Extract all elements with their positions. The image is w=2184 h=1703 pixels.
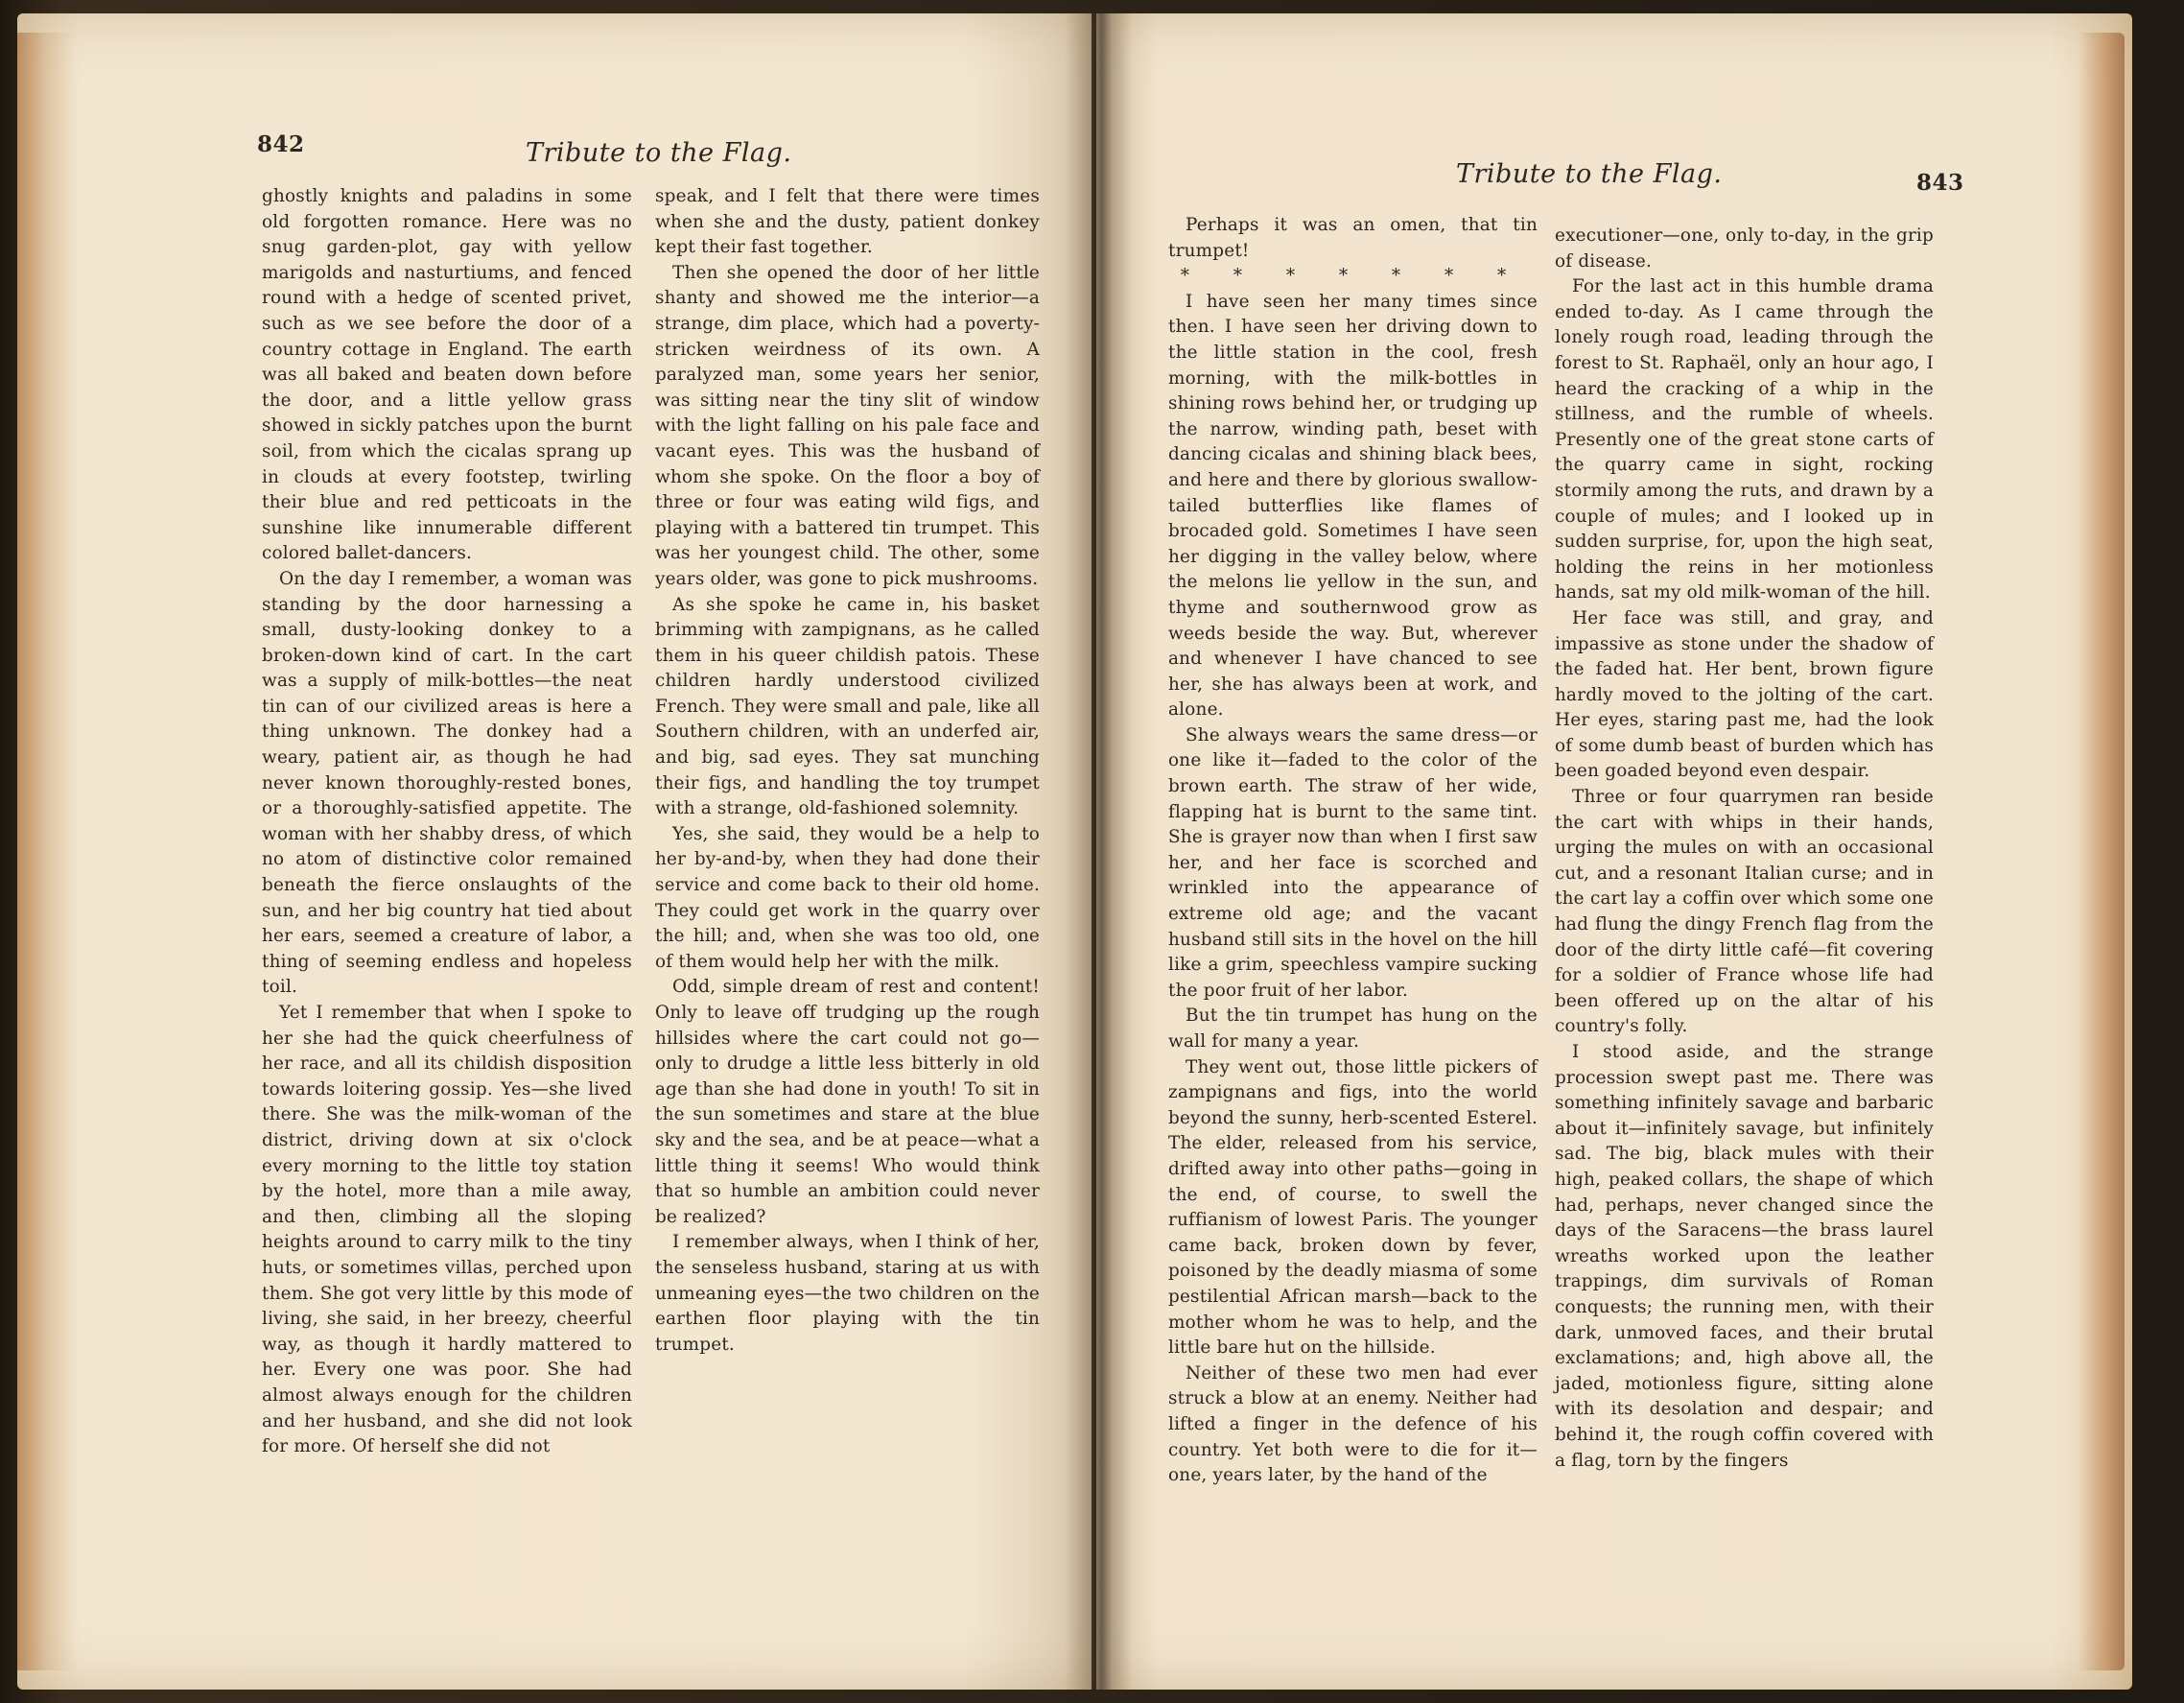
running-head-right: Tribute to the Flag. <box>1456 159 1723 189</box>
paragraph: Odd, simple dream of rest and content! Only to leave off trudging up the rough hillsides where the cart could not go—only to drudge a little less bitterly in old age than she had done in youth! To sit in the sun sometimes and stare at the blue sky and the sea, and be at peace—what a little thing it seems! Who would think that so humble an ambition could never be realized? <box>655 977 1040 1227</box>
page-number-left: 842 <box>257 131 305 157</box>
paragraph: I stood aside, and the strange procession swept past me. There was something infinitely savage and barbaric about it—infinitely savage, but infinitely sad. The big, black mules with their high, peaked collars, the shape of which had, perhaps, never changed since the days of the Saracens—the brass laurel wreaths worked upon the leather trappings, dim survivals of Roman conquests; the running men, with their dark, unmoved faces, and their brutal exclamations; and, high above all, the jaded, motionless figure, sitting alone with its desolation and despair; and behind it, the rough coffin covered with a flag, torn by the fingers <box>1555 1042 1934 1471</box>
paragraph: speak, and I felt that there were times when she and the dusty, patient donkey kept their fast together. <box>655 186 1040 258</box>
page-number-right: 843 <box>1916 170 1964 196</box>
running-head-left: Tribute to the Flag. <box>526 138 792 168</box>
paragraph: But the tin trumpet has hung on the wall for many a year. <box>1168 1005 1538 1052</box>
paragraph: ghostly knights and paladins in some old forgotten romance. Here was no snug garden-plot, gay with yellow marigolds and nasturtiums, and fenced round with a hedge of scented privet, such as we see before the door of a country cottage in England. The earth was all baked and beaten down before the door, and a little yellow grass showed in sickly patches upon the burnt soil, from which the cicalas sprang up in clouds at every footstep, twirling their blue and red petticoats in the sunshine like innumerable different colored ballet-dancers. <box>262 186 632 564</box>
paragraph: Her face was still, and gray, and impassive as stone under the shadow of the faded hat. Her bent, brown figure hardly moved to the jolting of the cart. Her eyes, staring past me, had the look of some dumb beast of burden which has been goaded beyond even despair. <box>1555 607 1934 782</box>
paragraph: They went out, those little pickers of zampignans and figs, into the world beyond the sunny, herb-scented Esterel. The elder, released from his service, drifted away into other paths—going in the end, of course, to swell the ruffianism of lowest Paris. The younger came back, broken down by fever, poisoned by the deadly miasma of some pestilential African marsh—back to the mother whom he was to help, and the little bare hut on the hillside. <box>1168 1056 1538 1359</box>
left-page <box>17 13 1092 1690</box>
right-page-column-1 <box>1168 213 1538 1489</box>
paragraph: On the day I remember, a woman was standing by the door harnessing a small, dusty-looking donkey to a broken-down kind of cart. In the cart was a supply of milk-bottles—the neat tin can of our civilized areas is here a thing unknown. The donkey had a weary, patient air, as though he had never known thoroughly-rested bones, or a thoroughly-satisfied appetite. The woman with her shabby dress, of which no atom of distinctive color remained beneath the fierce onslaughts of the sun, and her big country hat tied about her ears, seemed a creature of labor, a thing of seeming endless and hopeless toil. <box>262 568 632 998</box>
paragraph: As she spoke he came in, his basket brimming with zampignans, as he called them in his queer childish patois. These children hardly understood civilized French. They were small and pale, like all Southern children, with an underfed air, and big, sad eyes. They sat munching their figs, and handling the toy trumpet with a strange, old-fashioned solemnity. <box>655 594 1040 819</box>
paragraph: Yes, she said, they would be a help to her by-and-by, when they had done their service and come back to their old home. They could get work in the quarry over the hill; and, when she was too old, one of them would help her with the milk. <box>655 823 1040 972</box>
right-page-column-2 <box>1555 224 1934 1474</box>
paragraph: I remember always, when I think of her, the senseless husband, staring at us with unmeaning eyes—the two children on the earthen floor playing with the tin trumpet. <box>655 1232 1040 1355</box>
paragraph: Perhaps it was an omen, that tin trumpet! <box>1168 215 1538 261</box>
paragraph: Neither of these two men had ever struck a blow at an enemy. Neither had lifted a finger in the defence of his country. Yet both were to die for it—one, years later, by the hand of the <box>1168 1362 1538 1486</box>
paragraph: She always wears the same dress—or one like it—faded to the color of the brown earth. The straw of her wide, flapping hat is burnt to the same tint. She is grayer now than when I first saw her, and her face is scorched and wrinkled into the appearance of extreme old age; and the vacant husband still sits in the hovel on the hill like a grim, speechless vampire sucking the poor fruit of her labor. <box>1168 724 1538 1001</box>
paragraph: Three or four quarrymen ran beside the cart with whips in their hands, urging the mules on with an occasional cut, and a resonant Italian curse; and in the cart lay a coffin over which some one had flung the dingy French flag from the door of the dirty little café—fit covering for a soldier of France whose life had been offered up on the altar of his country's folly. <box>1555 787 1934 1037</box>
section-break: * * * * * * * <box>1180 266 1526 287</box>
paragraph: Then she opened the door of her little shanty and showed me the interior—a strange, dim place, which had a poverty-stricken weirdness of its own. A paralyzed man, some years her senior, was sitting near the tiny slit of window with the light falling on his pale face and vacant eyes. This was the husband of whom she spoke. On the floor a boy of three or four was eating wild figs, and playing with a battered tin trumpet. This was her youngest child. The other, some years older, was gone to pick mushrooms. <box>655 262 1040 589</box>
left-page-column-1 <box>262 184 632 1460</box>
book-gutter <box>1065 13 1132 1690</box>
paragraph: Yet I remember that when I spoke to her she had the quick cheerfulness of her race, and all its childish disposition towards loitering gossip. Yes—she lived there. She was the milk-woman of the district, driving down at six o'clock every morning to the little toy station by the hotel, more than a mile away, and then, climbing all the sloping heights around to carry milk to the tiny huts, or sometimes villas, perched upon them. She got very little by this mode of living, she said, in her breezy, cheerful way, as though it hardly mattered to her. Every one was poor. She had almost always enough for the children and her husband, and she did not look for more. Of herself she did not <box>262 1003 632 1457</box>
paragraph: executioner—one, only to-day, in the grip of disease. <box>1555 225 1934 272</box>
paragraph: For the last act in this humble drama ended to-day. As I came through the lonely rough road, leading through the forest to St. Raphaël, only an hour ago, I heard the cracking of a whip in the stillness, and the rumble of wheels. Presently one of the great stone carts of the quarry came in sight, rocking stormily among the ruts, and drawn by a couple of mules; and I looked up in sudden surprise, for, upon the high seat, holding the reins in her motionless hands, sat my old milk-woman of the hill. <box>1555 276 1934 603</box>
page-edge-stain <box>17 33 75 1670</box>
left-page-column-2 <box>655 184 1040 1358</box>
paragraph: I have seen her many times since then. I have seen her driving down to the little station in the cool, fresh morning, with the milk-bottles in shining rows behind her, or trudging up the narrow, winding path, beset with dancing cicalas and shining black bees, and here and there by glorious swallow-tailed butterflies like flames of brocaded gold. Sometimes I have seen her digging in the valley below, where the melons lie yellow in the sun, and thyme and southernwood grow as weeds beside the way. But, wherever and whenever I have chanced to see her, she has always been at work, and alone. <box>1168 291 1538 721</box>
right-page <box>1096 13 2132 1690</box>
page-edge-stain <box>2078 33 2125 1670</box>
